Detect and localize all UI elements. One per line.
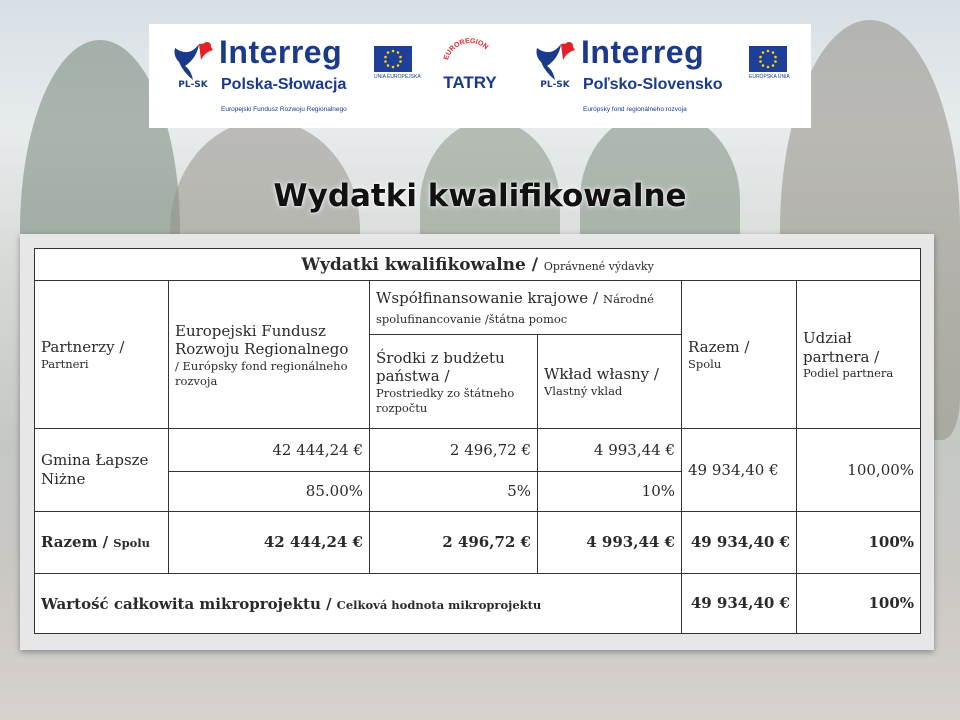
column-header-row [35,281,921,335]
col-own-sk: Vlastný vklad [544,384,623,399]
col-budget-sk: Prostriedky zo štátneho rozpočtu [376,386,515,415]
efrr-percent: 85.00% [169,471,370,511]
partner-name: Gmina Łapsze Niżne [35,429,169,511]
col-share [797,281,921,429]
tatry-word: TATRY [443,73,497,92]
brand-name: Interreg [219,34,343,70]
total-value-share: 100% [797,573,921,633]
fund-caption: Európsky fond regionálneho rozvoja [583,106,687,113]
brand-subtitle: Poľsko-Slovensko [583,76,723,93]
table-header [35,249,921,281]
brand-subtitle: Polska-Słowacja [221,76,347,93]
total-value-label-pl: Wartość całkowita mikroprojektu / [41,594,332,613]
svg-text:EUROREGION [443,38,489,61]
eu-flag-icon [749,46,787,72]
table-header-row [35,249,921,281]
sum-budget: 2 496,72 € [370,511,538,573]
col-partners [35,281,169,429]
interreg-pl-logo [169,34,419,118]
interreg-sk-logo [531,34,801,118]
col-partners-sk: Partneri [41,356,89,371]
col-share-sk: Podiel partnera [803,366,894,381]
col-efrr-pl: Europejski Fundusz Rozwoju Regionalnego [175,321,349,359]
col-share-pl: Udział partnera / [803,328,880,366]
sum-total: 49 934,40 € [682,511,797,573]
table-row [35,429,921,471]
col-efrr-sk: / Európsky fond regionálneho rozvoja [175,359,348,388]
total-value-row [35,573,921,633]
plsk-label: PL-SK [178,80,208,90]
col-own-pl: Wkład własny / [544,365,659,384]
page-title: Wydatki kwalifikowalne [273,178,687,214]
col-budget-pl: Środki z budżetu państwa / [376,348,505,386]
sum-label [35,511,169,573]
interreg-figure-icon [531,40,579,96]
col-cofinancing [370,281,682,335]
table-header-pl: Wydatki kwalifikowalne / [301,254,538,275]
sum-efrr: 42 444,24 € [169,511,370,573]
interreg-figure-icon [169,40,217,96]
eu-caption: EURÓPSKA ÚNIA [749,74,790,80]
plsk-label: PL-SK [540,80,570,90]
col-efrr [169,281,370,429]
col-budget [370,335,538,429]
partner-efrr: 42 444,24 € [169,429,370,471]
sum-own: 4 993,44 € [538,511,682,573]
table-header-sk: Oprávnené výdavky [543,259,654,273]
eu-flag-icon [374,46,412,72]
col-own [538,335,682,429]
partner-share: 100,00% [797,429,921,511]
brand-name: Interreg [581,34,705,70]
fund-caption: Europejski Fundusz Rozwoju Regionalnego [221,106,347,113]
sum-label-pl: Razem / [41,533,109,552]
eu-caption: UNIA EUROPEJSKA [374,74,421,80]
eligible-expenses-table [34,248,921,634]
sum-label-sk: Spolu [113,536,151,551]
total-value-label [35,573,682,633]
sum-row [35,511,921,573]
partner-own: 4 993,44 € [538,429,682,471]
sum-share: 100% [797,511,921,573]
col-cofinancing-sk: Národné spolufinancovanie /štátna pomoc [376,292,654,327]
col-total [682,281,797,429]
col-partners-pl: Partnerzy / [41,338,125,357]
euroregion-tatry-logo [439,36,501,110]
euroregion-arc-text: EUROREGION [442,37,490,61]
total-value-amount: 49 934,40 € [682,573,797,633]
logo-banner [149,24,811,128]
col-cofinancing-pl: Współfinansowanie krajowe / [376,289,598,308]
total-value-label-sk: Celková hodnota mikroprojektu [336,597,542,612]
own-percent: 10% [538,471,682,511]
table-card [20,234,934,650]
budget-percent: 5% [370,471,538,511]
col-total-sk: Spolu [688,356,722,371]
partner-budget: 2 496,72 € [370,429,538,471]
col-total-pl: Razem / [688,338,750,357]
partner-total: 49 934,40 € [682,429,797,511]
